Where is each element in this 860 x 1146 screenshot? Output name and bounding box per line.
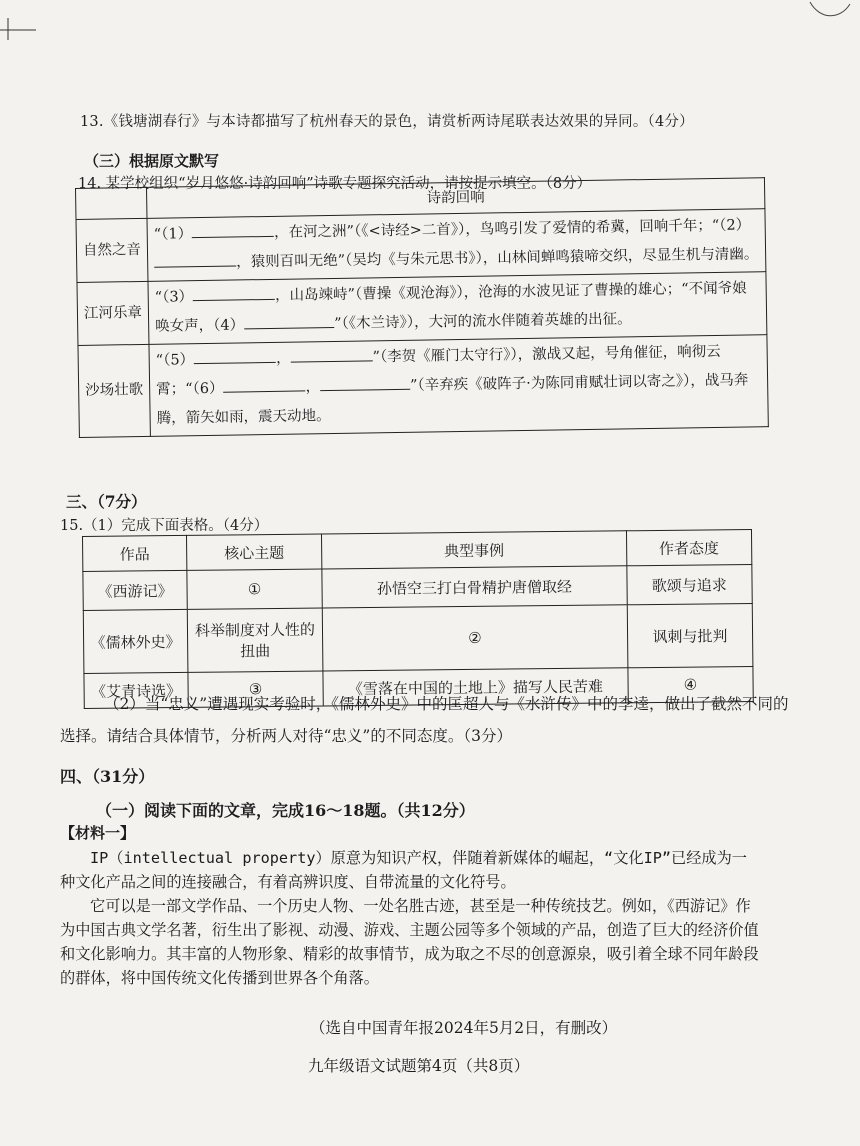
works-row — [83, 603, 753, 673]
works-cell[interactable]: ② — [322, 605, 627, 671]
material-1-label: 【材料一】 — [60, 824, 136, 842]
poem-row-battle — [78, 335, 768, 438]
poem-text: ，山岛竦峙”（曹操《观沧海》），沧海的水波见证了曹操的雄心；“不闻爷娘唤女声，（4） — [155, 280, 747, 335]
works-cell[interactable]: ① — [187, 569, 323, 609]
poem-row-nature — [76, 209, 766, 283]
poem-text: ，猿则百叫无绝”（吴均《与朱元思书》），山林间蝉鸣猿啼交织，尽显生机与清幽。 — [236, 246, 759, 271]
question-15-2: （2）当“忠义”遭遇现实考验时，《儒林外史》中的匡超人与《水浒传》中的李逵，做出了截然不同的选择。请结合具体情节，分析两人对待“忠义”的不同态度。（3分） — [60, 695, 789, 745]
article-paragraph: 它可以是一部文学作品、一个历史人物、一处名胜古迹，甚至是一种传统技艺。例如，《西游记》作为中国古典文学名著，衍生出了影视、动漫、游戏、主题公园等多个领域的产品，创造了巨大的经济价值和文化影响力。其丰富的人物形象、精彩的故事情节，成为取之不尽的创意源泉，吸引着全球不同年龄段的群体，将中国传统文化传播到世界各个角落。 — [60, 897, 759, 987]
poem-text: “（5） — [155, 352, 195, 369]
poem-row-content — [147, 209, 766, 282]
answer-blank-5b[interactable] — [290, 346, 372, 362]
works-cell: 讽刺与批判 — [627, 603, 753, 667]
section-four-heading: 四、（31分） — [60, 767, 155, 786]
works-cell: 《雪落在中国的土地上》描写人民苦难 — [323, 668, 628, 706]
works-cell: 科举制度对人性的扭曲 — [187, 608, 323, 672]
poem-text: ，在河之洲”（《<诗经>二首》），鸟鸣引发了爱情的希冀，回响千年；“（2） — [273, 217, 751, 241]
poem-table-header: 诗韵回响 — [146, 178, 764, 219]
poem-row-label: 自然之音 — [76, 218, 148, 282]
poem-text: ”（辛弃疾《破阵子·为陈同甫赋壮词以寄之》），战马奔腾，箭矢如雨，震天动地。 — [156, 372, 749, 427]
answer-blank-3[interactable] — [193, 285, 275, 301]
crop-mark-icon — [0, 0, 40, 40]
poem-row-river — [77, 272, 767, 346]
works-cell: 《儒林外史》 — [83, 609, 188, 673]
works-cell: 《艾青诗选》 — [84, 672, 188, 708]
poem-text: ， — [305, 379, 321, 396]
works-col-header: 作品 — [83, 535, 187, 571]
question-14: 14. 某学校组织“岁月悠悠·诗韵回响”诗歌专题探究活动，请按提示填空。（8分） — [78, 176, 592, 192]
poem-table-corner — [76, 187, 147, 219]
poem-text: ， — [275, 350, 291, 367]
section-three-heading: 三、（7分） — [66, 492, 147, 511]
works-cell[interactable]: ④ — [628, 666, 754, 702]
works-col-header: 典型事例 — [322, 531, 627, 569]
works-cell[interactable]: ③ — [188, 671, 324, 707]
poem-text: “（3） — [154, 289, 194, 306]
answer-blank-1[interactable] — [192, 222, 274, 238]
poem-row-label: 江河乐章 — [77, 281, 149, 345]
answer-blank-6b[interactable] — [320, 375, 410, 391]
poem-row-label: 沙场壮歌 — [78, 344, 150, 437]
poem-row-content — [148, 272, 767, 345]
poem-table — [75, 177, 769, 438]
works-col-header: 核心主题 — [186, 534, 322, 570]
works-cell: 《西游记》 — [83, 570, 187, 610]
article-paragraph: IP（intellectual property）原意为知识产权，伴随着新媒体的崛起，“文化IP”已经成为一种文化产品之间的连接融合，有着高辨识度、自带流量的文化符号。 — [60, 849, 747, 891]
question-15-1: 15.（1）完成下面表格。（4分） — [60, 518, 269, 534]
works-cell: 孙悟空三打白骨精护唐僧取经 — [322, 566, 627, 608]
works-col-header: 作者态度 — [626, 529, 752, 565]
corner-scribble-icon — [800, 0, 860, 30]
poem-text: ”（李贺《雁门太守行》），激战又起，号角催征，响彻云霄；“（6） — [156, 343, 721, 398]
question-13: 13.《钱塘湖春行》与本诗都描写了杭州春天的景色，请赏析两诗尾联表达效果的异同。（4分） — [80, 114, 694, 130]
answer-blank-6a[interactable] — [223, 376, 305, 392]
works-table — [82, 529, 754, 709]
part-1-title: （一）阅读下面的文章，完成16～18题。（共12分） — [96, 801, 475, 820]
poem-text: ”（《木兰诗》），大河的流水伴随着英雄的出征。 — [334, 311, 632, 332]
page-footer: 九年级语文试题第4页（共8页） — [308, 1057, 530, 1075]
works-cell: 歌颂与追求 — [627, 564, 753, 604]
poem-text: “（1） — [153, 226, 193, 243]
article-body — [60, 846, 760, 990]
poem-row-content — [149, 335, 768, 437]
answer-blank-5a[interactable] — [194, 348, 276, 364]
answer-blank-4[interactable] — [244, 313, 334, 329]
answer-blank-2[interactable] — [154, 251, 236, 267]
section-3-title: （三）根据原文默写 — [84, 152, 220, 170]
article-source: （选自中国青年报2024年5月2日，有删改） — [310, 1019, 618, 1037]
